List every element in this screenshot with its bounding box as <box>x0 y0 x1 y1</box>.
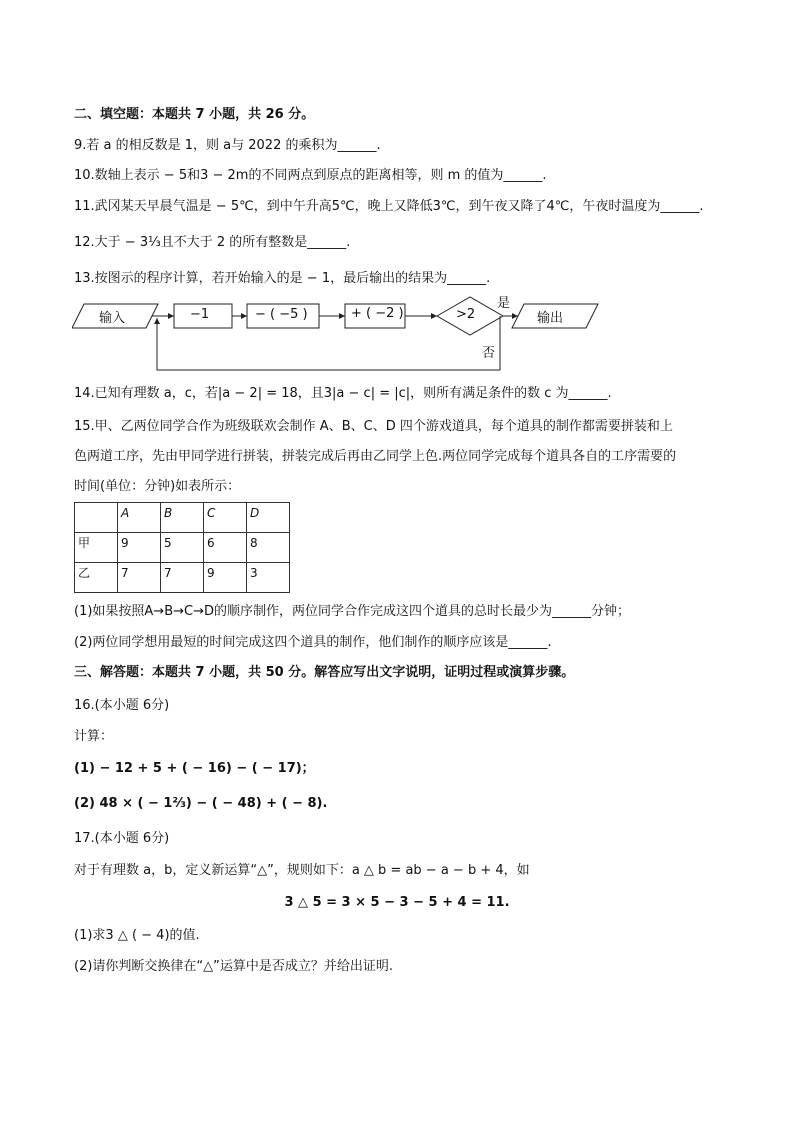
flow-no-label: 否 <box>482 346 496 361</box>
table-cell: 乙 <box>75 563 118 593</box>
question-17-heading: 17.(本小题 6分) <box>74 831 170 846</box>
table-cell: 8 <box>247 533 290 563</box>
question-13: 13.按图示的程序计算，若开始输入的是 − 1，最后输出的结果为______. <box>74 271 491 286</box>
question-17-part2: (2)请你判断交换律在“△”运算中是否成立？并给出证明. <box>74 959 394 974</box>
table-row <box>75 563 290 593</box>
question-15-line2: 色两道工序，先由甲同学进行拼装，拼装完成后再由乙同学上色.两位同学完成每个道具各自的工序需要的 <box>74 449 677 464</box>
question-16-part1: (1) − 12 + 5 + ( − 16) − ( − 17)； <box>74 761 315 776</box>
question-15-part2: (2)两位同学想用最短的时间完成这四个道具的制作，他们制作的顺序应该是______. <box>74 635 552 650</box>
table-header-cell: D <box>247 503 290 533</box>
table-cell: 7 <box>118 563 161 593</box>
flow-condition-label: >2 <box>456 307 476 322</box>
question-16-intro: 计算： <box>74 729 114 744</box>
table-cell: 6 <box>204 533 247 563</box>
question-10: 10.数轴上表示 − 5和3 − 2m的不同两点到原点的距离相等，则 m 的值为______. <box>74 168 547 183</box>
question-17-intro: 对于有理数 a，b，定义新运算“△”，规则如下：a △ b = ab − a − b + 4，如 <box>74 863 530 878</box>
question-17-example: 3 △ 5 = 3 × 5 − 3 − 5 + 4 = 11. <box>284 895 510 910</box>
table-cell: 9 <box>118 533 161 563</box>
table-cell: 3 <box>247 563 290 593</box>
question-15-part1: (1)如果按照A→B→C→D的顺序制作，两位同学合作完成这四个道具的总时长最少为______分钟； <box>74 604 630 619</box>
table-header-cell <box>75 503 118 533</box>
question-11: 11.武冈某天早晨气温是 − 5℃，到中午升高5℃，晚上又降低3℃，到午夜又降了4℃，午夜时温度为______. <box>74 199 704 214</box>
flow-step3-label: + ( −2 ) <box>351 306 404 321</box>
question-15-line1: 15.甲、乙两位同学合作为班级联欢会制作 A、B、C、D 四个游戏道具，每个道具的制作都需要拼装和上 <box>74 419 673 434</box>
question-16-part2: (2) 48 × ( − 1⅔) − ( − 48) + ( − 8). <box>74 796 328 811</box>
time-table <box>74 502 290 593</box>
section-3-title: 三、解答题：本题共 7 小题，共 50 分。解答应写出文字说明，证明过程或演算步骤。 <box>74 665 575 680</box>
table-header-cell: B <box>161 503 204 533</box>
table-header-cell: C <box>204 503 247 533</box>
question-12: 12.大于 − 3⅓且不大于 2 的所有整数是______. <box>74 235 351 250</box>
table-row <box>75 533 290 563</box>
table-header-cell: A <box>118 503 161 533</box>
table-header-row <box>75 503 290 533</box>
question-16-heading: 16.(本小题 6分) <box>74 698 170 713</box>
section-2-title: 二、填空题：本题共 7 小题，共 26 分。 <box>74 107 315 122</box>
flowchart <box>72 296 672 376</box>
question-14: 14.已知有理数 a，c，若|a − 2| = 18，且3|a − c| = |c|，则所有满足条件的数 c 为______. <box>74 386 612 401</box>
question-9: 9.若 a 的相反数是 1，则 a与 2022 的乘积为______. <box>74 138 381 153</box>
question-15-line3: 时间(单位：分钟)如表所示： <box>74 479 241 494</box>
flow-step2-label: − ( −5 ) <box>255 307 308 322</box>
table-cell: 5 <box>161 533 204 563</box>
question-17-part1: (1)求3 △ ( − 4)的值. <box>74 928 200 943</box>
flow-output-label: 输出 <box>537 311 564 326</box>
flow-input-label: 输入 <box>99 311 126 326</box>
table-cell: 甲 <box>75 533 118 563</box>
flow-yes-label: 是 <box>497 296 511 311</box>
flow-step1-label: −1 <box>190 307 210 322</box>
table-cell: 7 <box>161 563 204 593</box>
table-cell: 9 <box>204 563 247 593</box>
